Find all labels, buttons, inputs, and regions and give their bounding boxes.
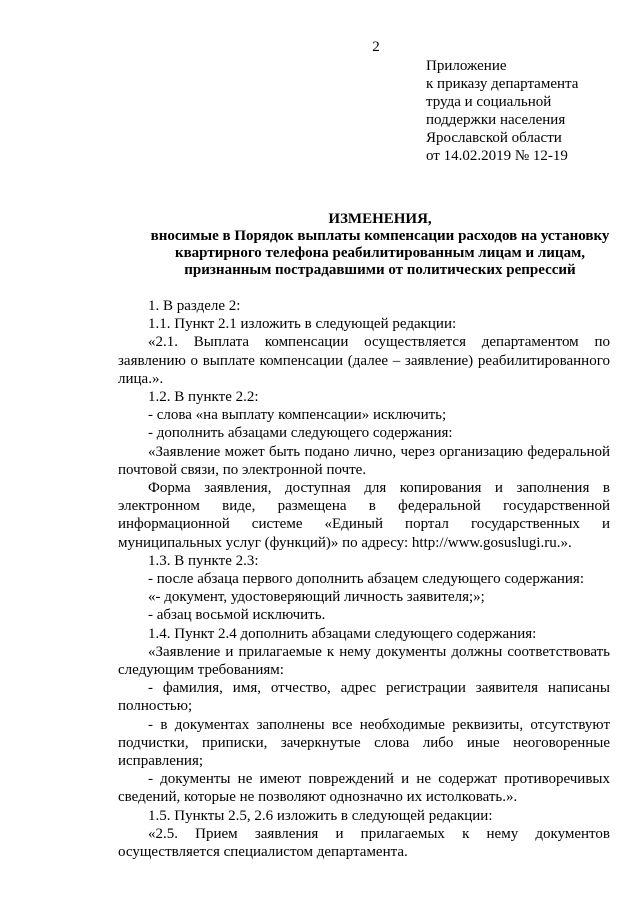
appendix-line: Приложение — [426, 58, 507, 74]
heading-subtitle-line: квартирного телефона реабилитированным лицам и лицам, — [174, 245, 586, 261]
appendix-line: Ярославской области — [426, 130, 562, 146]
paragraph: «2.1. Выплата компенсации осуществляется департаментом по заявлению о выплате компенсации (далее – заявление) реабилитированного лица.». — [118, 334, 610, 387]
paragraph: «Заявление может быть подано лично, через организацию федеральной почтовой связи, по электронной почте. — [118, 443, 610, 478]
paragraph: - документы не имеют повреждений и не содержат противоречивых сведений, которые не позволяют однозначно их истолковать.». — [118, 771, 610, 806]
appendix-line: от 14.02.2019 № 12-19 — [426, 148, 568, 164]
paragraph: «- документ, удостоверяющий личность заявителя;»; — [148, 589, 485, 606]
paragraph: - в документах заполнены все необходимые реквизиты, отсутствуют подчистки, приписки, зачеркнутые слова либо иные неоговоренные исправления; — [118, 716, 610, 770]
appendix-line: к приказу департамента — [426, 76, 579, 92]
document-heading — [100, 211, 640, 279]
paragraph: 1.5. Пункты 2.5, 2.6 изложить в следующей редакции: — [148, 807, 493, 824]
document-body — [118, 297, 610, 861]
heading-title: ИЗМЕНЕНИЯ, — [328, 211, 432, 227]
paragraph: 1. В разделе 2: — [148, 298, 241, 314]
paragraph: - слова «на выплату компенсации» исключить; — [148, 407, 447, 424]
appendix-line: поддержки населения — [426, 112, 566, 128]
paragraph: «2.5. Прием заявления и прилагаемых к нему документов осуществляется специалистом департамента. — [118, 825, 610, 861]
paragraph: - после абзаца первого дополнить абзацем следующего содержания: — [148, 571, 584, 588]
page-number: 2 — [372, 39, 380, 55]
paragraph: 1.3. В пункте 2.3: — [148, 552, 259, 569]
paragraph: - фамилия, имя, отчество, адрес регистрации заявителя написаны полностью; — [118, 680, 610, 715]
heading-subtitle-line: вносимые в Порядок выплаты компенсации расходов на установку — [150, 228, 610, 244]
paragraph: «Заявление и прилагаемые к нему документы должны соответствовать следующим требованиям: — [118, 643, 610, 679]
appendix-line: труда и социальной — [426, 94, 552, 110]
paragraph: - абзац восьмой исключить. — [148, 607, 326, 624]
paragraph: 1.2. В пункте 2.2: — [148, 389, 259, 406]
paragraph: Форма заявления, доступная для копирования и заполнения в электронном виде, размещена в федеральной государственной информационной системе «Единый портал государственных и муниципальных услуг (функций)» по адресу: http://www.gosuslugi.ru.». — [118, 480, 610, 551]
appendix-block — [426, 57, 626, 165]
heading-subtitle-line: признанным пострадавшими от политических репрессий — [184, 262, 576, 278]
paragraph: - дополнить абзацами следующего содержания: — [148, 425, 453, 442]
paragraph: 1.4. Пункт 2.4 дополнить абзацами следующего содержания: — [148, 625, 537, 642]
paragraph: 1.1. Пункт 2.1 изложить в следующей редакции: — [148, 316, 457, 333]
